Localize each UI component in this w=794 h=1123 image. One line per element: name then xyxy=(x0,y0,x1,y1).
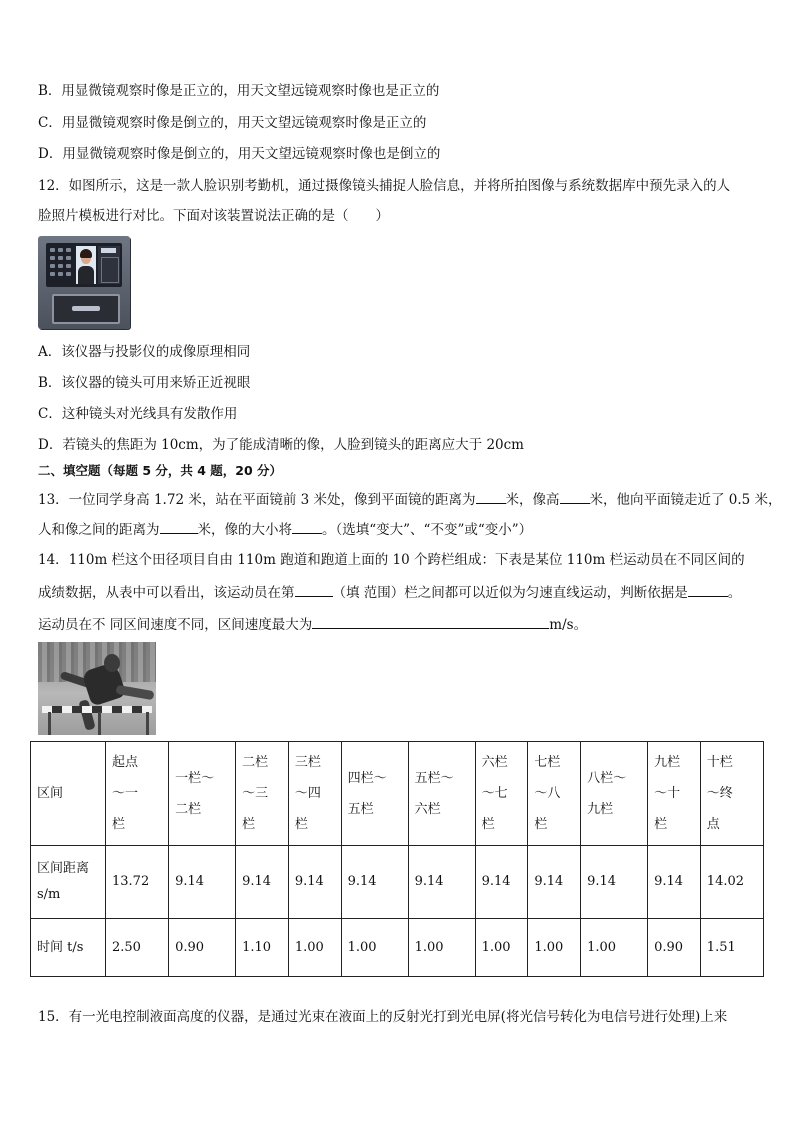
q12-stem-line1: 12．如图所示，这是一款人脸识别考勤机，通过摄像镜头捕捉人脸信息，并将所拍图像与系统数据库中预先录入的人 xyxy=(38,178,731,194)
q14-text-b: （填 范围）栏之间都可以近似为匀速直线运动，判断依据是 xyxy=(332,585,688,601)
time-cell: 2.50 xyxy=(106,919,169,977)
q13-text-f: 。（选填“变大”、“不变”或“变小”） xyxy=(322,522,533,538)
q13-blank-3[interactable] xyxy=(160,519,198,534)
q14-line1: 14．110m 栏这个田径项目自由 110m 跑道和跑道上面的 10 个跨栏组成：下表是某位 110m 栏运动员在不同区间的 xyxy=(38,552,745,568)
table-header-cell xyxy=(648,742,701,846)
q14-text-d: 运动员在不 同区间速度不同，区间速度最大为 xyxy=(38,617,313,633)
distance-cell: 9.14 xyxy=(528,846,581,919)
table-header-cell xyxy=(341,742,408,846)
q11-option-c: C．用显微镜观察时像是倒立的，用天文望远镜观察时像是正立的 xyxy=(38,115,427,131)
q14-blank-1[interactable] xyxy=(295,582,333,597)
q11-option-d: D．用显微镜观察时像是倒立的，用天文望远镜观察时像也是倒立的 xyxy=(38,146,441,162)
table-header-text: 八栏～九栏 xyxy=(587,770,627,817)
time-cell: 1.00 xyxy=(581,919,648,977)
q13-blank-4[interactable] xyxy=(292,519,322,534)
distance-cell: 9.14 xyxy=(475,846,528,919)
q15-line1: 15．有一光电控制液面高度的仪器，是通过光束在液面上的反射光打到光电屏(将光信号转化为电信号进行处理)上来 xyxy=(38,1009,728,1025)
q13-blank-2[interactable] xyxy=(560,489,590,504)
q13-text-e: 米，像的大小将 xyxy=(197,522,292,538)
table-row-distance xyxy=(31,846,764,919)
q12-option-c: C．这种镜头对光线具有发散作用 xyxy=(38,406,238,422)
q13-blank-1[interactable] xyxy=(476,489,506,504)
table-header-cell xyxy=(169,742,236,846)
table-header-text: 三栏～四栏 xyxy=(294,755,321,832)
q12-stem-line2: 脸照片模板进行对比。下面对该装置说法正确的是（ ） xyxy=(38,208,389,224)
table-header-cell xyxy=(475,742,528,846)
table-header-cell xyxy=(106,742,169,846)
q14-text-e: m/s。 xyxy=(549,617,588,633)
time-cell: 1.51 xyxy=(700,919,763,977)
table-header-cell xyxy=(288,742,341,846)
distance-cell: 9.14 xyxy=(648,846,701,919)
table-header-text: 七栏～八栏 xyxy=(534,755,561,832)
table-header-text: 九栏～十栏 xyxy=(654,755,681,832)
table-header-row xyxy=(31,742,764,846)
q14-text-c: 。 xyxy=(727,585,742,601)
time-cell: 1.00 xyxy=(341,919,408,977)
face-recognition-device-image xyxy=(38,236,130,329)
time-cell: 1.00 xyxy=(288,919,341,977)
table-header-cell xyxy=(528,742,581,846)
q13-text-a: 13．一位同学身高 1.72 米，站在平面镜前 3 米处，像到平面镜的距离为 xyxy=(38,492,476,508)
distance-cell: 9.14 xyxy=(288,846,341,919)
distance-cell: 9.14 xyxy=(408,846,475,919)
q13-line2 xyxy=(38,519,532,539)
table-header-cell xyxy=(236,742,289,846)
time-cell: 1.00 xyxy=(475,919,528,977)
q13-line1 xyxy=(38,489,782,509)
time-cell: 1.10 xyxy=(236,919,289,977)
q12-option-a: A．该仪器与投影仪的成像原理相同 xyxy=(38,344,251,360)
time-cell: 1.00 xyxy=(408,919,475,977)
table-header-cell xyxy=(700,742,763,846)
table-header-label: 区间 xyxy=(31,742,106,846)
table-header-text: 四栏～五栏 xyxy=(347,770,387,817)
table-header-text: 六栏～七栏 xyxy=(481,755,508,832)
q14-line3 xyxy=(38,614,587,634)
time-cell: 0.90 xyxy=(169,919,236,977)
q14-line2 xyxy=(38,582,741,602)
q11-option-b: B．用显微镜观察时像是正立的，用天文望远镜观察时像也是正立的 xyxy=(38,83,440,99)
distance-cell: 9.14 xyxy=(169,846,236,919)
table-header-text: 十栏～终点 xyxy=(706,755,733,832)
table-header-text: 五栏～六栏 xyxy=(414,770,454,817)
section-heading: 二、填空题（每题 5 分，共 4 题，20 分） xyxy=(38,463,283,478)
table-header-text: 一栏～二栏 xyxy=(175,770,215,817)
q12-option-d: D．若镜头的焦距为 10cm，为了能成清晰的像，人脸到镜头的距离应大于 20cm xyxy=(38,437,524,453)
table-header-cell xyxy=(408,742,475,846)
table-header-text: 二栏～三栏 xyxy=(242,755,269,832)
distance-cell: 9.14 xyxy=(581,846,648,919)
table-row-time xyxy=(31,919,764,977)
distance-cell: 13.72 xyxy=(106,846,169,919)
q13-text-d: 人和像之间的距离为 xyxy=(38,522,160,538)
distance-cell: 9.14 xyxy=(236,846,289,919)
hurdle-split-table xyxy=(30,741,764,977)
table-header-cell xyxy=(581,742,648,846)
distance-cell: 14.02 xyxy=(700,846,763,919)
distance-label: 区间距离 s/m xyxy=(31,846,106,919)
q12-option-b: B．该仪器的镜头可用来矫正近视眼 xyxy=(38,375,251,391)
time-cell: 0.90 xyxy=(648,919,701,977)
hurdler-photo xyxy=(38,642,156,735)
q14-blank-2[interactable] xyxy=(688,582,728,597)
time-cell: 1.00 xyxy=(528,919,581,977)
time-label: 时间 t/s xyxy=(31,919,106,977)
distance-cell: 9.14 xyxy=(341,846,408,919)
face-photo-icon xyxy=(76,246,96,284)
q14-text-a: 成绩数据，从表中可以看出，该运动员在第 xyxy=(38,585,295,601)
q13-text-c: 米，他向平面镜走近了 0.5 米， xyxy=(589,492,782,508)
q13-text-b: 米，像高 xyxy=(505,492,560,508)
q14-blank-3[interactable] xyxy=(312,614,549,629)
table-header-text: 起点～一栏 xyxy=(112,755,139,832)
